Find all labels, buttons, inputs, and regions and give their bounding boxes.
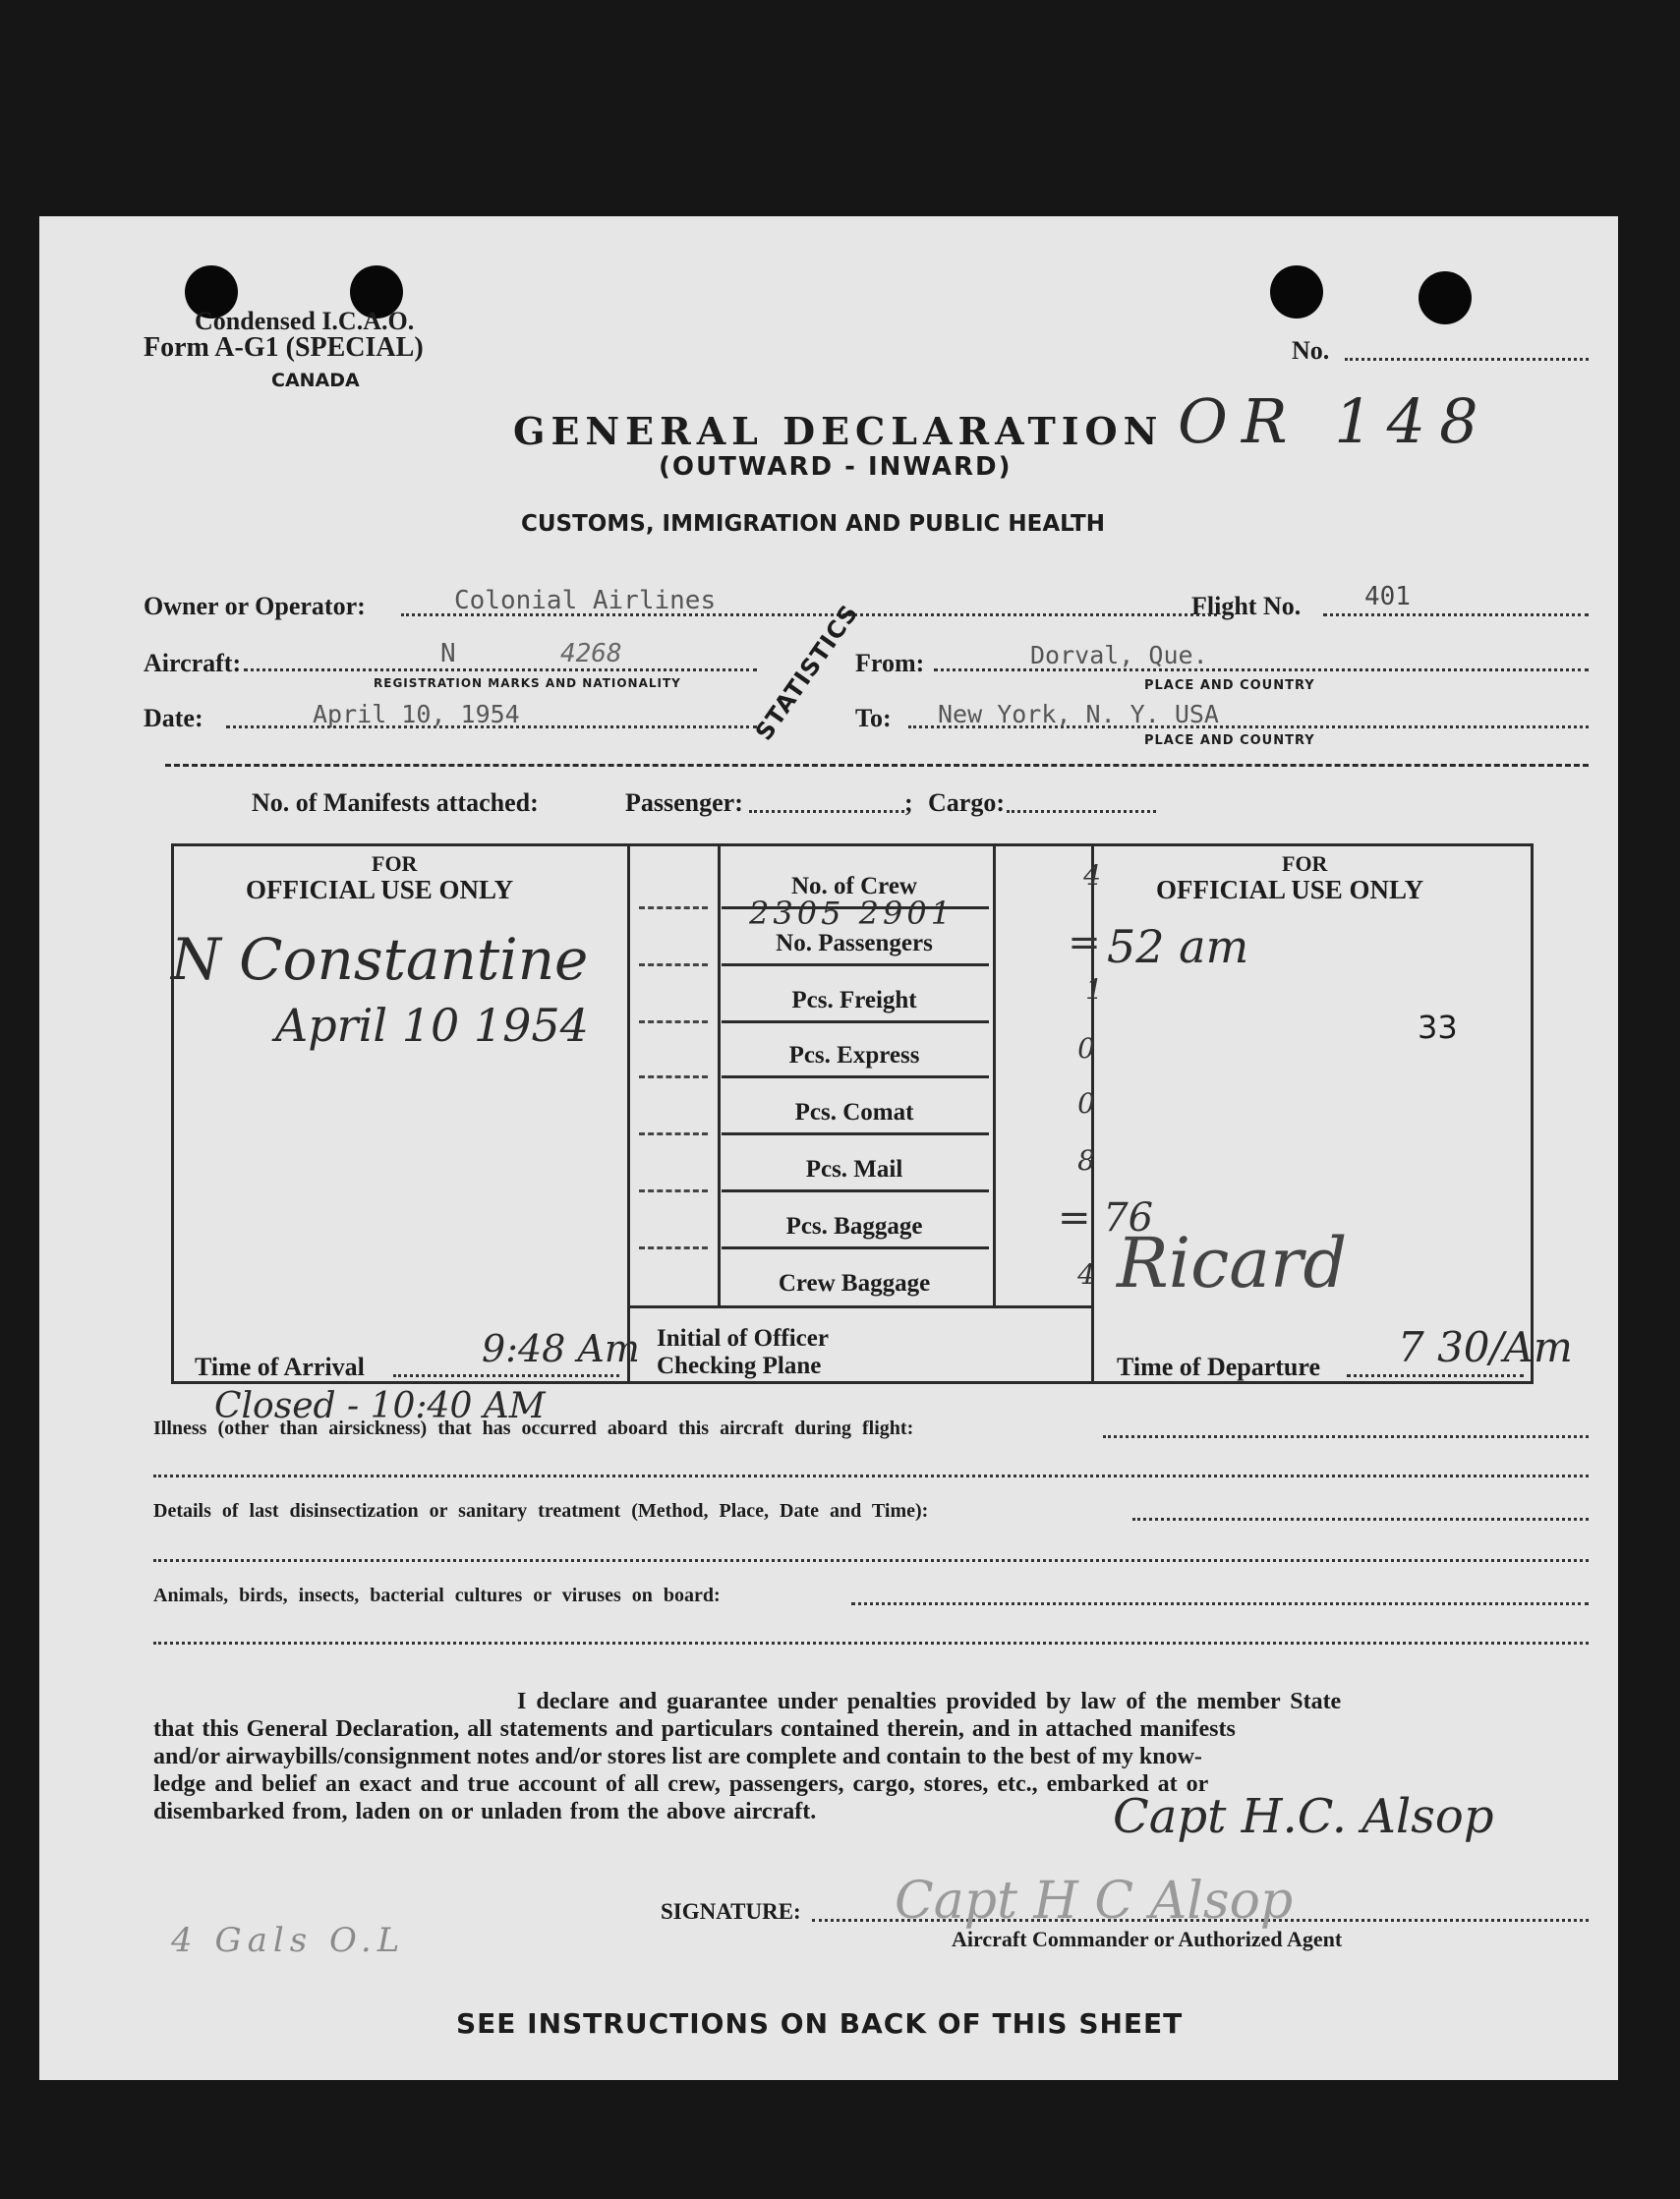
icao-condensed: Condensed I.C.A.O. [195, 307, 415, 335]
declaration-line-3: and/or airwaybills/consignment notes and/or stores list are complete and contain to the best of my know- [153, 1744, 1202, 1769]
left-handwritten-name: N Constantine [171, 926, 589, 993]
passenger-dots [749, 810, 904, 813]
manifests-label: No. of Manifests attached: [252, 788, 539, 817]
time-departure-value[interactable]: 7 30/Am [1398, 1323, 1573, 1371]
row-rule [722, 1020, 989, 1023]
flight-dots [1323, 613, 1589, 616]
row-dash [639, 1189, 708, 1192]
commander-signature: Capt H.C. Alsop [1113, 1789, 1494, 1844]
right-stamp-number: 33 [1418, 1009, 1458, 1046]
closed-note: Closed - 10:40 AM [214, 1386, 546, 1426]
checking-plane-label: Checking Plane [657, 1353, 822, 1379]
authority-line: CUSTOMS, IMMIGRATION AND PUBLIC HEALTH [521, 511, 1105, 537]
row-value-baggage[interactable]: = 76 [1058, 1195, 1154, 1241]
left-for-label: FOR [372, 851, 418, 876]
from-label: From: [855, 649, 925, 677]
date-value[interactable]: April 10, 1954 [313, 700, 520, 728]
registration-caption: REGISTRATION MARKS AND NATIONALITY [374, 676, 681, 690]
row-rule [722, 963, 989, 966]
footer-instructions: SEE INSTRUCTIONS ON BACK OF THIS SHEET [456, 2007, 1184, 2040]
arrival-dots [393, 1374, 619, 1377]
to-label: To: [855, 704, 892, 732]
aircraft-value-n[interactable]: N [440, 639, 456, 668]
row-label-passengers: No. Passengers [776, 930, 933, 956]
row-value-express[interactable]: 0 [1077, 1032, 1095, 1065]
animals-answer-line[interactable] [153, 1642, 1589, 1645]
from-place-caption: PLACE AND COUNTRY [1144, 678, 1315, 693]
row-label-crew: No. of Crew [791, 873, 917, 899]
table-divider [993, 843, 996, 1307]
declaration-form-sheet [39, 216, 1618, 2080]
form-subtitle: (OUTWARD - INWARD) [659, 452, 1013, 482]
row-label-crew-baggage: Crew Baggage [778, 1270, 931, 1297]
no-dots [1345, 358, 1589, 361]
table-rule [627, 1305, 1091, 1308]
passenger-count-note: 2305 2901 [749, 895, 956, 932]
to-value[interactable]: New York, N. Y. USA [938, 700, 1219, 728]
no-value-handwritten: OR 148 [1178, 385, 1492, 457]
punch-hole [1270, 265, 1323, 318]
row-label-baggage: Pcs. Baggage [785, 1213, 923, 1240]
row-value-crew[interactable]: 4 [1083, 859, 1101, 892]
row-value-passengers[interactable]: = [1068, 920, 1101, 965]
time-departure-label: Time of Departure [1117, 1353, 1320, 1381]
row-label-freight: Pcs. Freight [791, 987, 917, 1013]
no-label: No. [1292, 336, 1330, 365]
time-arrival-label: Time of Arrival [195, 1353, 365, 1381]
animals-question: Animals, birds, insects, bacterial cultures or viruses on board: [153, 1585, 721, 1606]
left-handwritten-date: April 10 1954 [275, 999, 589, 1052]
flight-label: Flight No. [1191, 592, 1302, 620]
owner-value[interactable]: Colonial Airlines [454, 586, 717, 615]
row-dash [639, 1020, 708, 1023]
time-arrival-value[interactable]: 9:48 Am [482, 1327, 640, 1370]
row-dash [639, 1246, 708, 1249]
to-place-caption: PLACE AND COUNTRY [1144, 733, 1315, 748]
margin-note: 4 Gals O.L [171, 1921, 406, 1960]
declaration-line-2: that this General Declaration, all statements and particulars contained therein, and in attached manifests [153, 1716, 1236, 1742]
form-number: Form A-G1 (SPECIAL) [144, 332, 424, 363]
row-label-mail: Pcs. Mail [805, 1156, 903, 1183]
disinsect-question: Details of last disinsectization or sanitary treatment (Method, Place, Date and Time): [153, 1500, 929, 1522]
declaration-line-4: ledge and belief an exact and true account of all crew, passengers, cargo, stores, etc., embarked at or [153, 1771, 1209, 1797]
row-dash [639, 1132, 708, 1135]
illness-question: Illness (other than airsickness) that has occurred aboard this aircraft during flight: [153, 1418, 914, 1439]
departure-dots [1347, 1374, 1524, 1377]
cargo-dots [1007, 810, 1156, 813]
disinsect-answer-line[interactable] [153, 1559, 1589, 1562]
owner-label: Owner or Operator: [144, 592, 366, 620]
from-value[interactable]: Dorval, Que. [1030, 641, 1208, 669]
table-divider [627, 843, 630, 1384]
initial-officer-label: Initial of Officer [657, 1325, 829, 1352]
row-rule [722, 1075, 989, 1078]
statistics-stamp: STATISTICS [750, 599, 864, 746]
flight-value[interactable]: 401 [1364, 582, 1411, 611]
row-dash [639, 963, 708, 966]
right-signature: Ricard [1117, 1223, 1348, 1303]
country: CANADA [271, 370, 360, 391]
signature-caption: Aircraft Commander or Authorized Agent [952, 1927, 1343, 1951]
date-label: Date: [144, 704, 203, 732]
row-label-express: Pcs. Express [788, 1042, 920, 1069]
row-rule [722, 1132, 989, 1135]
illness-dots [1103, 1435, 1589, 1438]
passenger-label: Passenger: [625, 788, 743, 817]
table-divider [718, 843, 721, 1307]
row-dash [639, 1075, 708, 1078]
disinsect-dots [1132, 1518, 1589, 1521]
row-value-freight[interactable]: 1 [1085, 973, 1103, 1006]
aircraft-value-num[interactable]: 4268 [560, 639, 622, 668]
row-rule [722, 1246, 989, 1249]
row-value-comat[interactable]: 0 [1077, 1087, 1095, 1120]
right-official-label: OFFICIAL USE ONLY [1156, 875, 1424, 904]
illness-answer-line[interactable] [153, 1475, 1589, 1477]
declaration-line-1: I declare and guarantee under penalties provided by law of the member State [517, 1689, 1342, 1714]
row-value-mail[interactable]: 8 [1077, 1144, 1095, 1177]
separator-line [165, 764, 1589, 767]
row-rule [722, 1189, 989, 1192]
row-label-comat: Pcs. Comat [794, 1099, 914, 1126]
cargo-label: Cargo: [928, 788, 1005, 817]
signature-label: SIGNATURE: [661, 1899, 801, 1924]
declaration-line-5: disembarked from, laden on or unladen from the above aircraft. [153, 1799, 817, 1824]
signature-faint: Capt H C Alsop [895, 1872, 1294, 1931]
left-official-label: OFFICIAL USE ONLY [246, 875, 514, 904]
animals-dots [851, 1602, 1589, 1605]
punch-hole [1419, 271, 1472, 324]
row-dash [639, 906, 708, 909]
right-handwritten-time: 52 am [1107, 920, 1249, 973]
cargo-separator: ; [904, 788, 913, 817]
right-for-label: FOR [1282, 851, 1328, 876]
form-title: GENERAL DECLARATION [513, 409, 1164, 453]
row-value-crew-baggage[interactable]: 4 [1077, 1258, 1095, 1291]
aircraft-label: Aircraft: [144, 649, 242, 677]
aircraft-dots [244, 668, 757, 671]
